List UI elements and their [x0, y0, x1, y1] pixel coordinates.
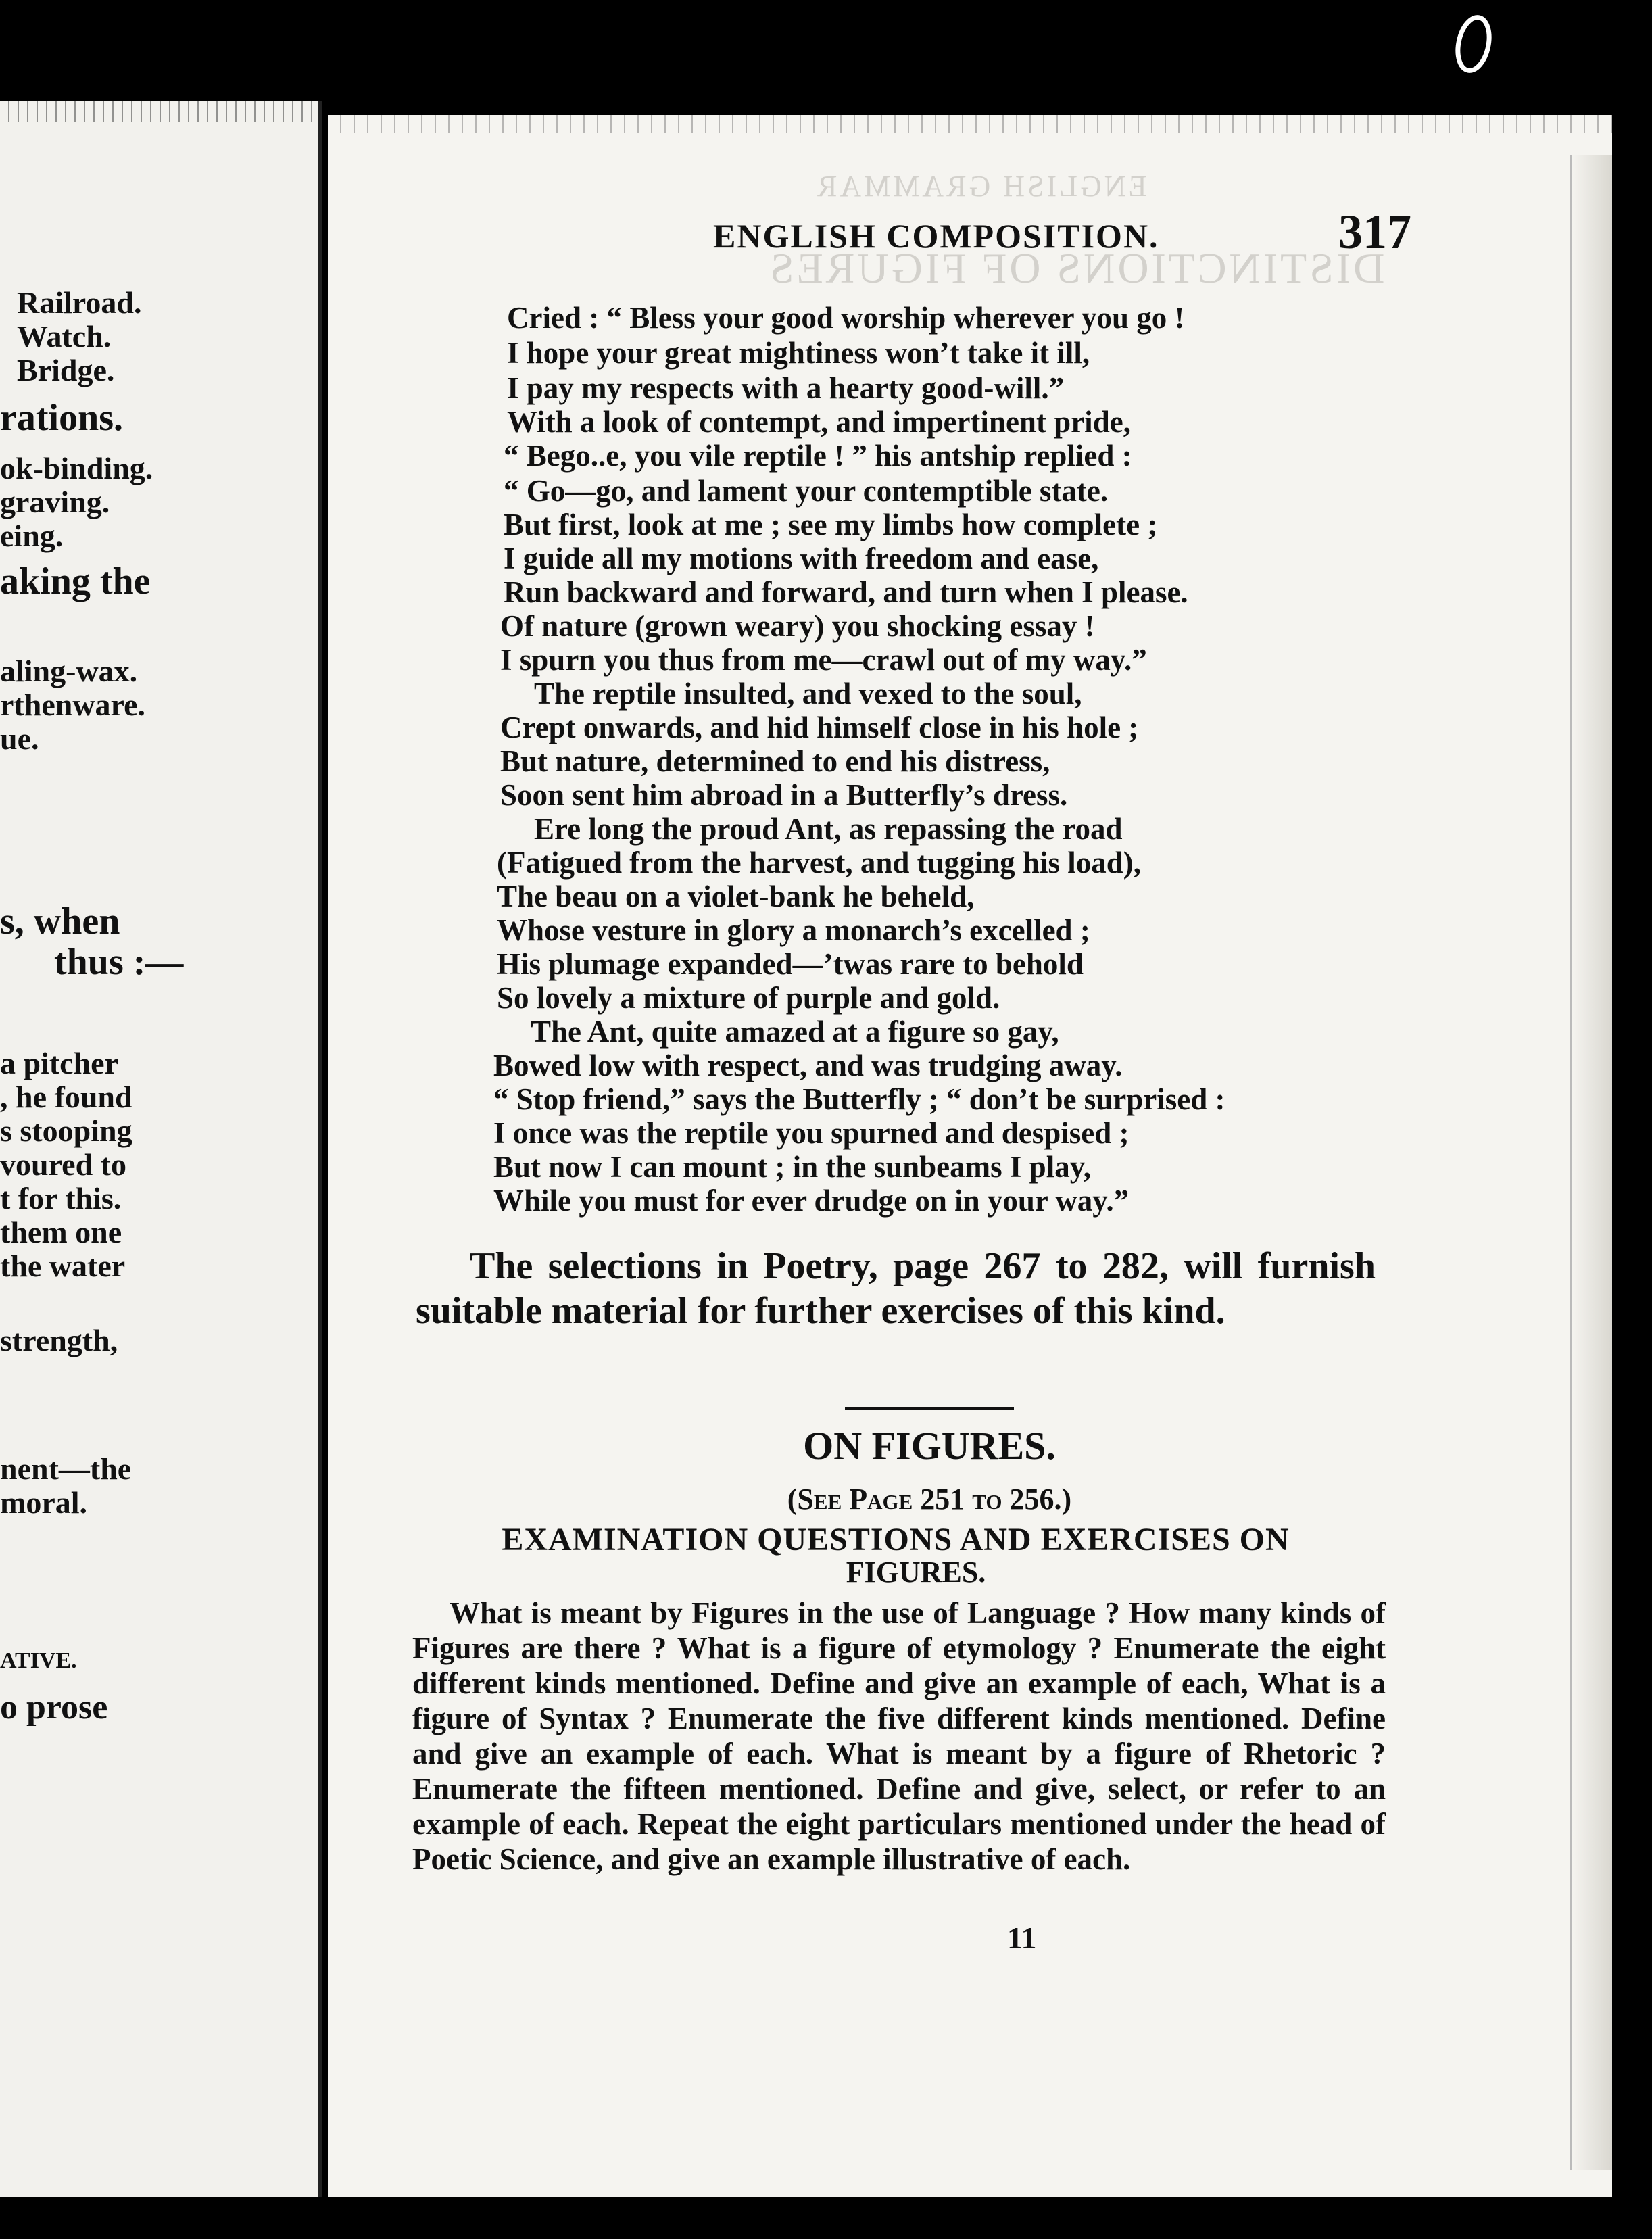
- left-page-line: , he found: [0, 1080, 132, 1114]
- left-page-line: strength,: [0, 1323, 118, 1357]
- poem-line: Of nature (grown weary) you shocking essay !: [500, 609, 1095, 643]
- left-page-line: s, when: [0, 900, 120, 942]
- poem-line: Whose vesture in glory a monarch’s excelled ;: [497, 913, 1090, 947]
- left-page-line: eing.: [0, 519, 64, 553]
- poem-line: Bowed low with respect, and was trudging away.: [493, 1049, 1123, 1082]
- page-number: 317: [1338, 205, 1411, 259]
- page-edge-texture: [328, 115, 1612, 133]
- left-page-line: nent—the: [0, 1451, 132, 1486]
- left-page-line: rthenware.: [0, 688, 146, 722]
- poem-line: I pay my respects with a hearty good-will.”: [507, 371, 1065, 405]
- running-head: ENGLISH COMPOSITION.: [713, 217, 1159, 255]
- figures-heading: ON FIGURES.: [803, 1424, 1056, 1468]
- poem-line: “ Go—go, and lament your contemptible state.: [504, 474, 1109, 508]
- poem-line: While you must for ever drudge on in your way.”: [493, 1184, 1129, 1218]
- handwritten-mark: [1440, 7, 1507, 85]
- left-page-line: voured to: [0, 1147, 126, 1182]
- selections-paragraph: The selections in Poetry, page 267 to 282, will furnish suitable material for further exercises of this kind.: [416, 1245, 1376, 1332]
- left-page-line: s stooping: [0, 1113, 132, 1148]
- left-page-line: t for this.: [0, 1181, 122, 1215]
- poem-line: But now I can mount ; in the sunbeams I play,: [493, 1150, 1091, 1184]
- poem-line: His plumage expanded—’twas rare to behold: [497, 947, 1084, 981]
- poem-line: Soon sent him abroad in a Butterfly’s dress.: [500, 778, 1068, 812]
- exam-heading-figures: FIGURES.: [846, 1556, 986, 1589]
- poem-line: Crept onwards, and hid himself close in his hole ;: [500, 711, 1139, 744]
- left-page-line: the water: [0, 1249, 126, 1283]
- poem-line: “ Stop friend,” says the Butterfly ; “ don’t be surprised :: [493, 1082, 1225, 1116]
- poem-line: I once was the reptile you spurned and despised ;: [493, 1116, 1129, 1150]
- page-stack-edge: [1570, 155, 1612, 2170]
- left-page-line: moral.: [0, 1485, 88, 1520]
- left-page-line: Bridge.: [17, 353, 115, 387]
- exam-heading: EXAMINATION QUESTIONS AND EXERCISES ON: [502, 1522, 1290, 1558]
- poem-line: Run backward and forward, and turn when I please.: [504, 575, 1188, 609]
- show-through-text: DISTINCTIONS OF FIGURES: [767, 244, 1385, 292]
- left-page-line: graving.: [0, 485, 110, 519]
- exam-paragraph: What is meant by Figures in the use of Language ? How many kinds of Figures are there ? What is a figure of etymology ? Enumerate the eight different kinds mentioned. Define and give an example of each, What is a figure of Syntax ? Enumerate the five different kinds mentioned. Define and give an example of each. What is meant by a figure of Rhetoric ? Enumerate the fifteen mentioned. Define and give, select, or refer to an example of each. Repeat the eight particulars mentioned under the head of Poetic Science, and give an example illustrative of each.: [412, 1596, 1386, 1876]
- poem-line: I guide all my motions with freedom and ease,: [504, 541, 1099, 575]
- left-page-line: Watch.: [17, 319, 112, 354]
- section-rule: [845, 1407, 1014, 1410]
- left-page-line: o prose: [0, 1688, 108, 1727]
- left-page-line: a pitcher: [0, 1046, 119, 1080]
- poem-line: With a look of contempt, and impertinent pride,: [507, 405, 1131, 439]
- poem-line: The Ant, quite amazed at a figure so gay,: [531, 1015, 1059, 1049]
- main-page: [328, 115, 1612, 2197]
- poem-line: So lovely a mixture of purple and gold.: [497, 981, 1000, 1015]
- left-page-line: ok-binding.: [0, 451, 153, 485]
- left-page-line: rations.: [0, 397, 123, 439]
- poem-line: The beau on a violet-bank he beheld,: [497, 880, 975, 913]
- left-page-line: aking the: [0, 560, 151, 602]
- left-page-line: ue.: [0, 721, 39, 756]
- poem-line: Ere long the proud Ant, as repassing the road: [534, 812, 1123, 846]
- poem-line: But first, look at me ; see my limbs how complete ;: [504, 508, 1158, 541]
- poem-line: I spurn you thus from me—crawl out of my way.”: [500, 643, 1147, 677]
- left-facing-page: [0, 101, 322, 2197]
- left-page-line: aling-wax.: [0, 654, 138, 688]
- figures-page-reference: (See Page 251 to 256.): [787, 1483, 1072, 1516]
- poem-line: But nature, determined to end his distress,: [500, 744, 1050, 778]
- signature-mark: 11: [1007, 1921, 1037, 1955]
- left-page-line: Railroad.: [17, 285, 142, 320]
- left-page-line: thus :—: [54, 941, 184, 983]
- poem-line: Cried : “ Bless your good worship wherever you go !: [507, 301, 1185, 335]
- poem-line: The reptile insulted, and vexed to the soul,: [534, 677, 1082, 711]
- left-page-line: them one: [0, 1215, 122, 1249]
- poem-line: I hope your great mightiness won’t take it ill,: [507, 336, 1090, 370]
- left-page-line: ATIVE.: [0, 1648, 77, 1673]
- poem-line: “ Bego..e, you vile reptile ! ” his antship replied :: [504, 439, 1132, 473]
- page-edge-texture: [0, 101, 318, 122]
- poem-line: (Fatigued from the harvest, and tugging his load),: [497, 846, 1141, 880]
- show-through-text: ENGLISH GRAMMAR: [815, 170, 1147, 203]
